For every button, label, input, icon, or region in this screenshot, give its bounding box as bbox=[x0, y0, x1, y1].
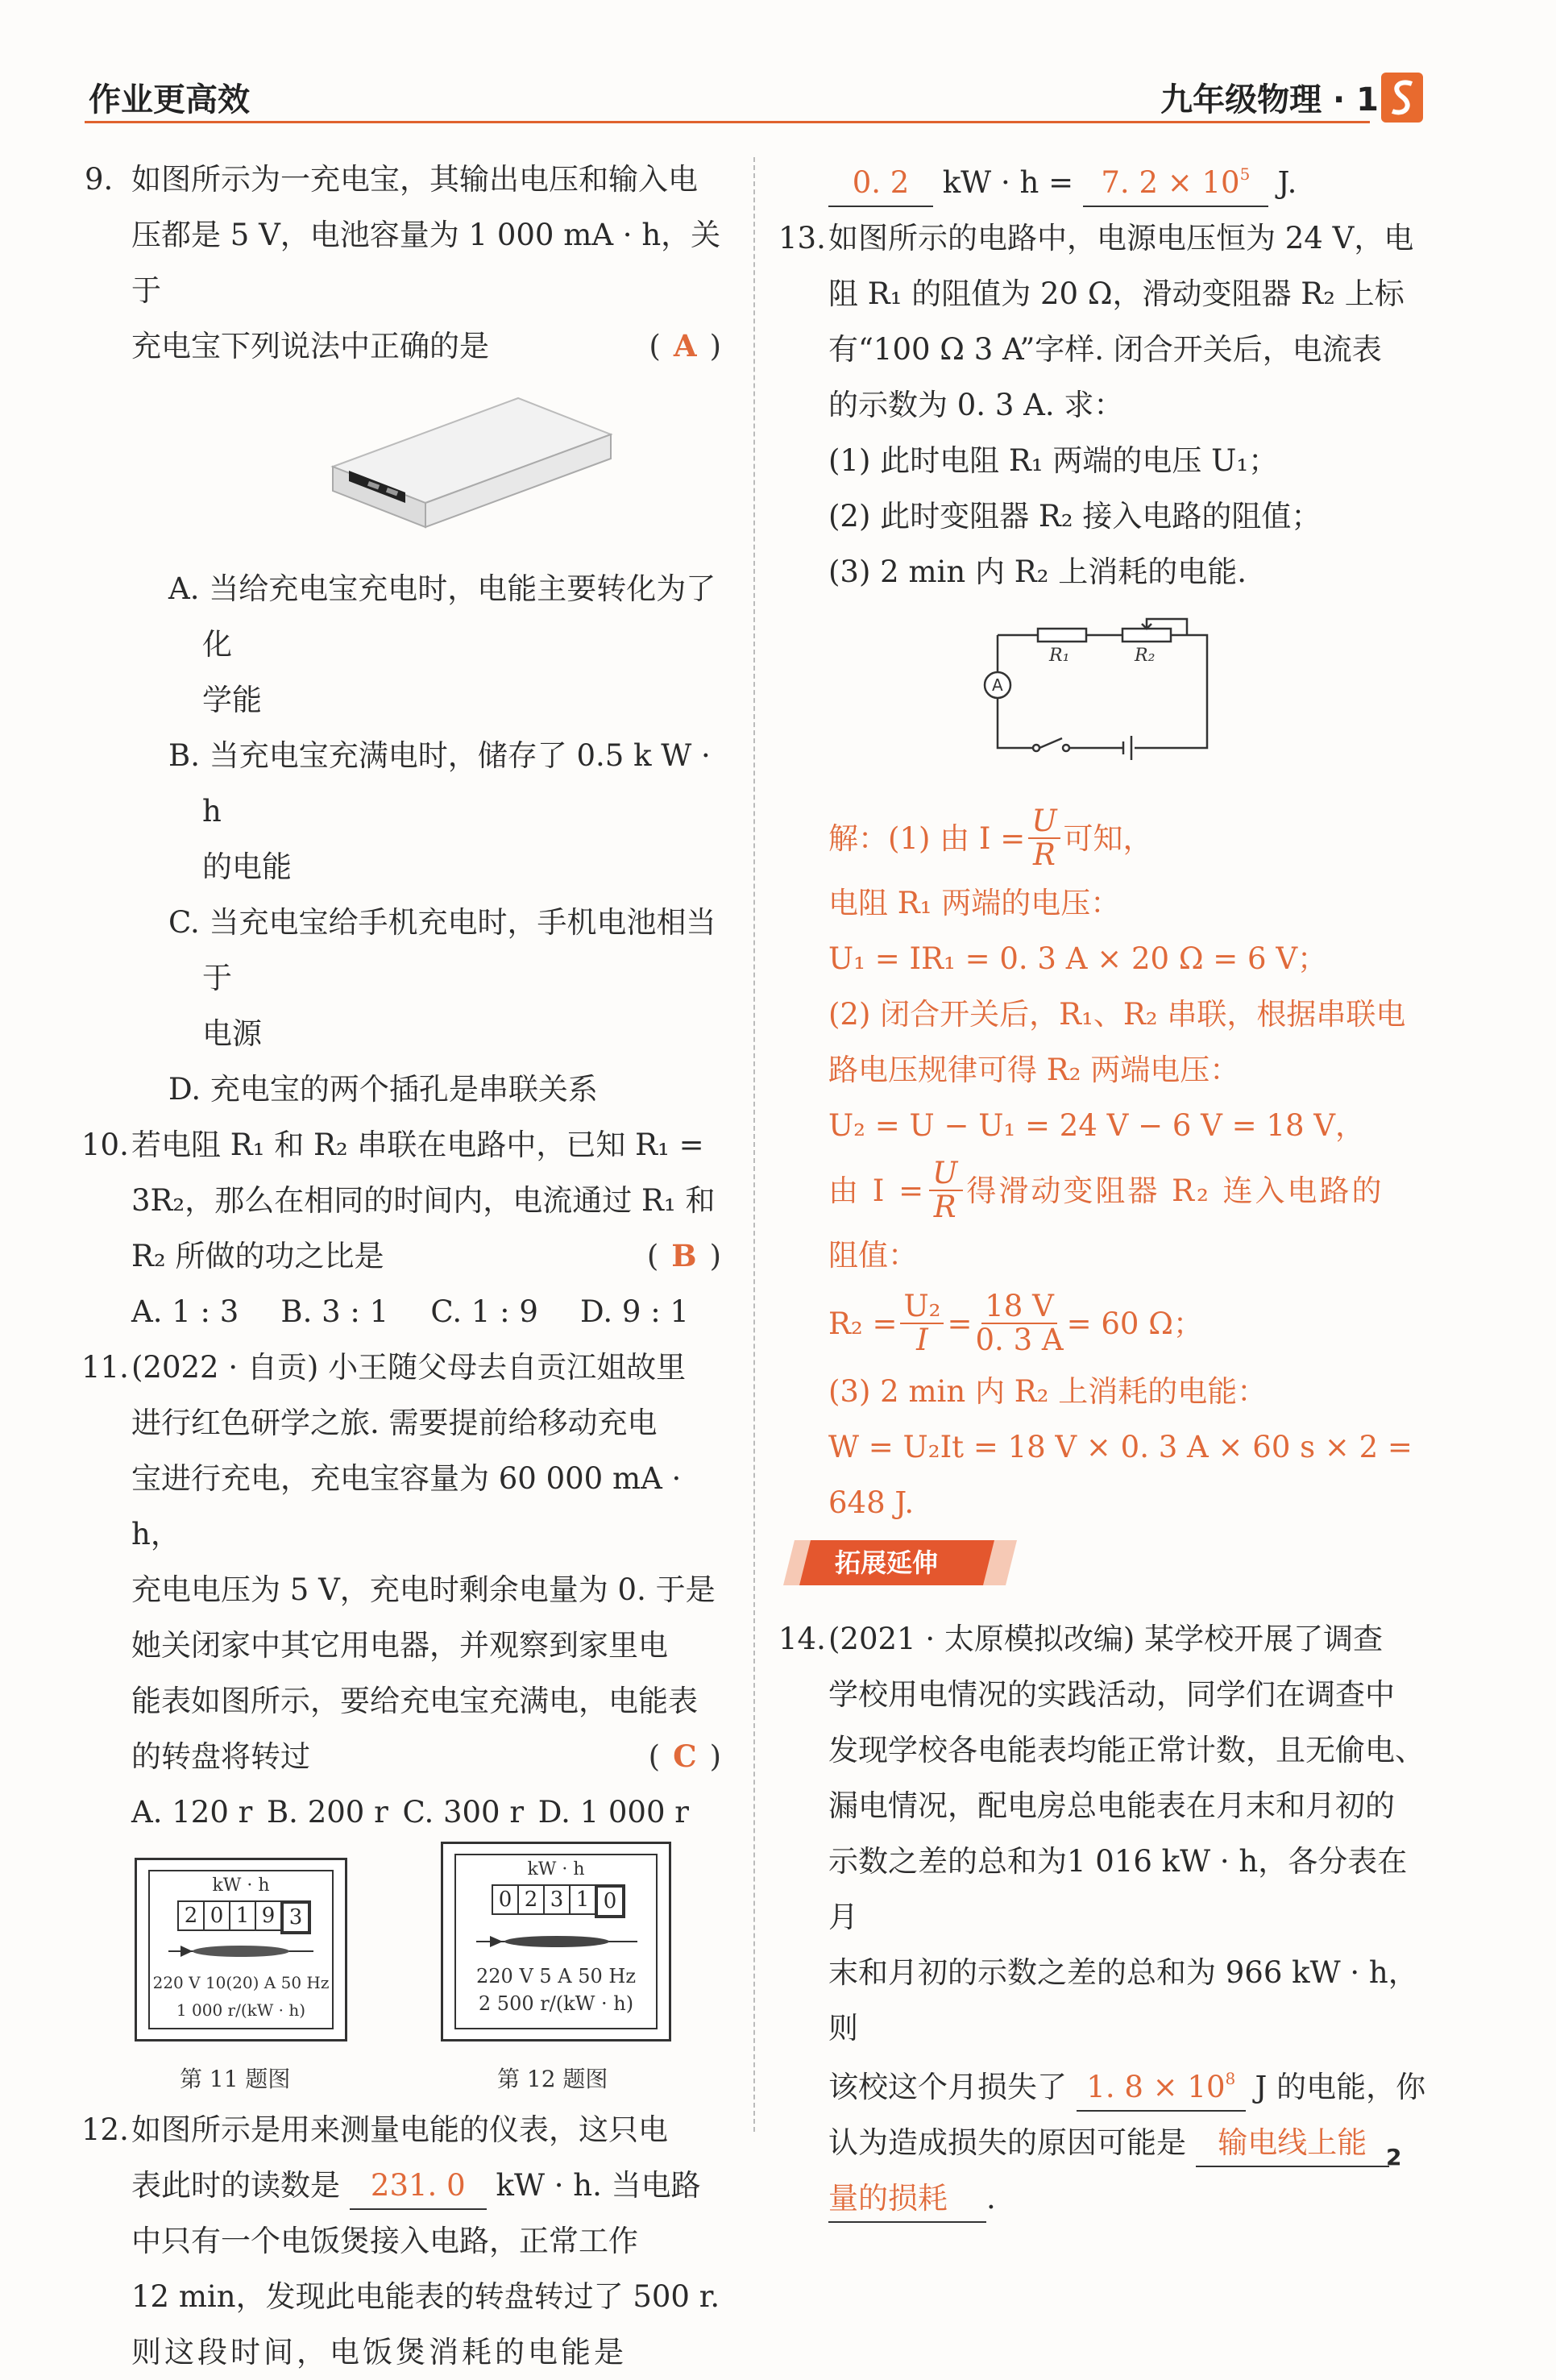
answer-blank: 0. 2 bbox=[828, 160, 933, 207]
stem-text: 该校这个月损失了 bbox=[828, 2070, 1067, 2104]
question-stem: 如图所示的电路中，电源电压恒为 24 V，电 bbox=[828, 221, 1414, 255]
solution-line: 阻值： bbox=[828, 1238, 918, 1273]
meter-unit: kW · h bbox=[527, 1859, 585, 1879]
question-13 bbox=[778, 210, 1426, 1531]
question-stem: 中只有一个电饭煲接入电路，正常工作 bbox=[131, 2224, 638, 2258]
meter-digits bbox=[177, 1900, 309, 1934]
answer-blank: 量的损耗 bbox=[828, 2176, 986, 2223]
question-stem: 若电阻 R₁ 和 R₂ 串联在电路中，已知 R₁ = bbox=[131, 1128, 704, 1162]
stem-text: kW · h. 当电路 bbox=[496, 2168, 701, 2203]
question-stem: (2021 · 太原模拟改编) 某学校开展了调查 bbox=[828, 1622, 1384, 1656]
publisher-logo-icon bbox=[1380, 71, 1425, 124]
question-stem: 12 min，发现此电能表的转盘转过了 500 r. bbox=[131, 2279, 720, 2314]
solution-line: 路电压规律可得 R₂ 两端电压： bbox=[828, 1053, 1240, 1087]
meter-face bbox=[148, 1870, 334, 2029]
question-stem: 能表如图所示，要给充电宝充满电，电能表 bbox=[131, 1684, 698, 1718]
question-stem: 则这段时间，电饭煲消耗的电能是 bbox=[131, 2335, 627, 2370]
sub-question: (3) 2 min 内 R₂ 上消耗的电能. bbox=[828, 555, 1247, 589]
option-text: 的电能 bbox=[202, 849, 292, 884]
question-number: 13. bbox=[778, 221, 826, 255]
meter-spec: 220 V 10(20) A 50 Hz bbox=[152, 1973, 330, 1992]
circuit-label-r1: R₁ bbox=[1049, 646, 1070, 666]
option-a: A. 120 r bbox=[131, 1795, 253, 1830]
meter-unit: kW · h bbox=[212, 1875, 270, 1896]
sub-question: (1) 此时电阻 R₁ 两端的电压 U₁； bbox=[828, 443, 1279, 478]
option-d: D. 充电宝的两个插孔是串联关系 bbox=[168, 1072, 598, 1107]
meter-digit: 3 bbox=[543, 1884, 571, 1915]
answer-letter: C bbox=[673, 1738, 697, 1774]
question-stem: 示数之差的总和为1 016 kW · h，各分表在月 bbox=[828, 1844, 1408, 1934]
numerator: 18 V bbox=[981, 1290, 1057, 1324]
option-a: A. 1 : 3 bbox=[131, 1294, 239, 1329]
question-stem bbox=[131, 1228, 721, 1284]
question-stem: 压都是 5 V，电池容量为 1 000 mA · h，关于 bbox=[131, 218, 721, 308]
meter-digit: 2 bbox=[177, 1900, 205, 1931]
question-number: 14. bbox=[778, 1622, 826, 1656]
page-number: 2 bbox=[1386, 2144, 1402, 2170]
solution-line bbox=[828, 1153, 1426, 1227]
solution-text: 由 I = bbox=[828, 1173, 927, 1208]
options-row bbox=[131, 1784, 721, 1840]
question-stem: 末和月初的示数之差的总和为 966 kW · h，则 bbox=[828, 1955, 1418, 2046]
meter-digit: 1 bbox=[569, 1884, 596, 1915]
question-stem: 有“100 Ω 3 A”字样. 闭合开关后，电流表 bbox=[828, 332, 1382, 367]
option-c bbox=[131, 895, 721, 1061]
meter-digit: 2 bbox=[517, 1884, 545, 1915]
option-text: 电源 bbox=[202, 1016, 262, 1051]
question-stem: 进行红色研学之旅. 需要提前给移动充电 bbox=[131, 1406, 658, 1440]
denominator: R bbox=[933, 1190, 959, 1224]
question-stem bbox=[131, 1729, 721, 1784]
option-text: B. 当充电宝充满电时，储存了 0.5 k W · h bbox=[168, 738, 711, 829]
meter-disc-icon bbox=[472, 1929, 641, 1954]
answer-bracket: ( B ) bbox=[646, 1238, 721, 1273]
solution-line: W = U₂It = 18 V × 0. 3 A × 60 s × 2 = 648 J. bbox=[828, 1430, 1413, 1520]
question-stem: 漏电情况，配电房总电能表在月末和月初的 bbox=[828, 1788, 1395, 1823]
question-stem: 她关闭家中其它用电器，并观察到家里电 bbox=[131, 1628, 668, 1663]
answer-letter: B bbox=[671, 1238, 697, 1273]
solution-text: = 60 Ω； bbox=[1066, 1306, 1203, 1341]
stem-text: . bbox=[986, 2181, 996, 2216]
question-stem: 充电电压为 5 V，充电时剩余电量为 0. 于是 bbox=[131, 1572, 716, 1607]
solution bbox=[782, 801, 1426, 1531]
solution-text: 可知， bbox=[1063, 820, 1153, 856]
option-d: D. 1 000 r bbox=[537, 1795, 689, 1830]
circuit-label-ammeter: A bbox=[992, 675, 1003, 695]
solution-line bbox=[828, 801, 1426, 875]
question-10 bbox=[81, 1117, 721, 1340]
question-number: 12. bbox=[81, 2112, 129, 2147]
question-12-continuation bbox=[782, 152, 1426, 210]
fraction bbox=[1028, 805, 1060, 871]
power-bank-icon bbox=[325, 390, 615, 551]
stem-text: 认为造成损失的原因可能是 bbox=[828, 2125, 1186, 2160]
numerator: U bbox=[929, 1157, 963, 1191]
meter-figures bbox=[85, 1840, 721, 2094]
question-9 bbox=[85, 152, 721, 1117]
meter-digit-decimal: 3 bbox=[280, 1900, 311, 1934]
numerator: U bbox=[1028, 805, 1060, 839]
circuit-diagram-icon bbox=[981, 611, 1239, 796]
option-text: C. 当充电宝给手机充电时，手机电池相当于 bbox=[168, 905, 716, 995]
fraction bbox=[900, 1290, 944, 1356]
meter-digit: 0 bbox=[203, 1900, 230, 1931]
answer-blank bbox=[1077, 2056, 1246, 2112]
meter-digit-decimal: 0 bbox=[595, 1884, 625, 1918]
question-stem: 如图所示是用来测量电能的仪表，这只电 bbox=[131, 2112, 668, 2147]
solution-text: 解：(1) 由 I = bbox=[828, 820, 1026, 856]
question-12 bbox=[81, 2102, 721, 2380]
figure-caption: 第 11 题图 bbox=[180, 2066, 291, 2092]
meter-constant: 2 500 r/(kW · h) bbox=[478, 1992, 634, 2015]
stem-text: 的转盘将转过 bbox=[131, 1739, 310, 1774]
energy-meter-12 bbox=[441, 1842, 671, 2041]
question-stem: 3R₂，那么在相同的时间内，电流通过 R₁ 和 bbox=[131, 1183, 716, 1218]
option-c: C. 1 : 9 bbox=[430, 1294, 538, 1329]
sub-question: (2) 此时变阻器 R₂ 接入电路的阻值； bbox=[828, 499, 1322, 534]
answer-bracket: ( A ) bbox=[649, 328, 721, 363]
meter-spec: 220 V 5 A 50 Hz bbox=[476, 1965, 636, 1987]
question-stem bbox=[131, 2158, 721, 2213]
stem-text: kW · h = bbox=[942, 165, 1074, 200]
fraction bbox=[929, 1157, 963, 1223]
circuit-figure bbox=[828, 600, 1426, 801]
right-column bbox=[778, 152, 1426, 2226]
meter-digits bbox=[492, 1884, 624, 1918]
solution-line bbox=[828, 1283, 1426, 1364]
stem-text: 充电宝下列说法中正确的是 bbox=[131, 329, 489, 363]
option-d: D. 9 : 1 bbox=[580, 1294, 689, 1329]
option-a bbox=[131, 561, 721, 728]
circuit-label-r2: R₂ bbox=[1135, 646, 1156, 666]
question-number: 10. bbox=[81, 1128, 129, 1162]
question-stem: 的示数为 0. 3 A. 求： bbox=[828, 388, 1124, 422]
denominator: R bbox=[1032, 837, 1056, 872]
option-b: B. 200 r bbox=[266, 1795, 388, 1830]
section-banner bbox=[783, 1537, 1017, 1589]
exponent: 8 bbox=[1225, 2069, 1236, 2088]
answer-blank: 231. 0 bbox=[350, 2163, 487, 2210]
solution-line: (3) 2 min 内 R₂ 上消耗的电能： bbox=[828, 1374, 1268, 1409]
question-14 bbox=[778, 1611, 1426, 2226]
stem-text: J 的电能，你 bbox=[1255, 2070, 1426, 2104]
blank-value: 1. 8 × 10 bbox=[1086, 2070, 1226, 2104]
option-c: C. 300 r bbox=[402, 1795, 525, 1830]
stem-text: J. bbox=[1277, 165, 1297, 200]
option-b: B. 3 : 1 bbox=[280, 1294, 389, 1329]
option-b bbox=[131, 728, 721, 895]
blank-value: 7. 2 × 10 bbox=[1101, 165, 1240, 200]
stem-text: R₂ 所做的功之比是 bbox=[131, 1239, 384, 1273]
question-stem: 阻 R₁ 的阻值为 20 Ω，滑动变阻器 R₂ 上标 bbox=[828, 276, 1405, 311]
left-column bbox=[81, 152, 721, 2380]
solution-line: (2) 闭合开关后，R₁、R₂ 串联，根据串联电 bbox=[828, 997, 1406, 1032]
question-stem bbox=[828, 2115, 1426, 2170]
answer-blank bbox=[1083, 152, 1268, 207]
energy-meter-11 bbox=[135, 1858, 347, 2041]
solution-line: U₁ = IR₁ = 0. 3 A × 20 Ω = 6 V； bbox=[828, 941, 1328, 976]
figure-caption: 第 12 题图 bbox=[497, 2066, 608, 2092]
question-stem bbox=[131, 318, 721, 374]
fraction bbox=[976, 1290, 1064, 1356]
question-stem: 发现学校各电能表均能正常计数，且无偷电、 bbox=[828, 1733, 1425, 1767]
question-11 bbox=[81, 1340, 721, 1840]
meter-disc-icon bbox=[164, 1939, 317, 1963]
denominator: I bbox=[916, 1323, 928, 1357]
meter-constant: 1 000 r/(kW · h) bbox=[176, 2000, 306, 2020]
option-text: A. 当给充电宝充电时，电能主要转化为了化 bbox=[168, 571, 716, 662]
column-divider bbox=[753, 157, 755, 2132]
answer-bracket: ( C ) bbox=[648, 1738, 721, 1774]
answer-blank: 输电线上能 bbox=[1196, 2120, 1389, 2167]
solution-line: U₂ = U − U₁ = 24 V − 6 V = 18 V， bbox=[828, 1108, 1365, 1143]
header-left-title: 作业更高效 bbox=[89, 81, 250, 118]
option-text: 学能 bbox=[202, 683, 262, 717]
meter-digit: 9 bbox=[255, 1900, 282, 1931]
meter-digit: 0 bbox=[492, 1884, 519, 1915]
section-banner-title: 拓展延伸 bbox=[835, 1547, 939, 1578]
header-right-title: 九年级物理 · 1 bbox=[1160, 81, 1379, 118]
solution-text: R₂ = bbox=[828, 1306, 898, 1341]
meter-face bbox=[454, 1854, 658, 2029]
exponent: 5 bbox=[1239, 164, 1251, 184]
question-stem: 宝进行充电，充电宝容量为 60 000 mA · h， bbox=[131, 1461, 682, 1551]
solution-text: 得滑动变阻器 R₂ 连入电路的 bbox=[966, 1173, 1384, 1208]
meter-digit: 1 bbox=[229, 1900, 256, 1931]
question-stem bbox=[828, 2170, 1426, 2226]
header-rule bbox=[85, 121, 1370, 123]
options-row bbox=[131, 1284, 721, 1340]
solution-text: = bbox=[947, 1306, 973, 1341]
answer-letter: A bbox=[673, 328, 697, 363]
solution-line: 电阻 R₁ 两端的电压： bbox=[828, 886, 1121, 920]
numerator: U₂ bbox=[900, 1290, 944, 1324]
question-stem: (2022 · 自贡) 小王随父母去自贡江姐故里 bbox=[131, 1350, 687, 1385]
power-bank-figure bbox=[131, 374, 721, 561]
question-stem bbox=[828, 2056, 1426, 2115]
question-number: 9. bbox=[85, 162, 114, 197]
question-number: 11. bbox=[81, 1350, 129, 1385]
question-stem: 如图所示为一充电宝，其输出电压和输入电 bbox=[131, 162, 698, 197]
question-stem: 学校用电情况的实践活动，同学们在调查中 bbox=[828, 1677, 1395, 1712]
denominator: 0. 3 A bbox=[975, 1323, 1064, 1357]
stem-text: 表此时的读数是 bbox=[131, 2168, 340, 2203]
